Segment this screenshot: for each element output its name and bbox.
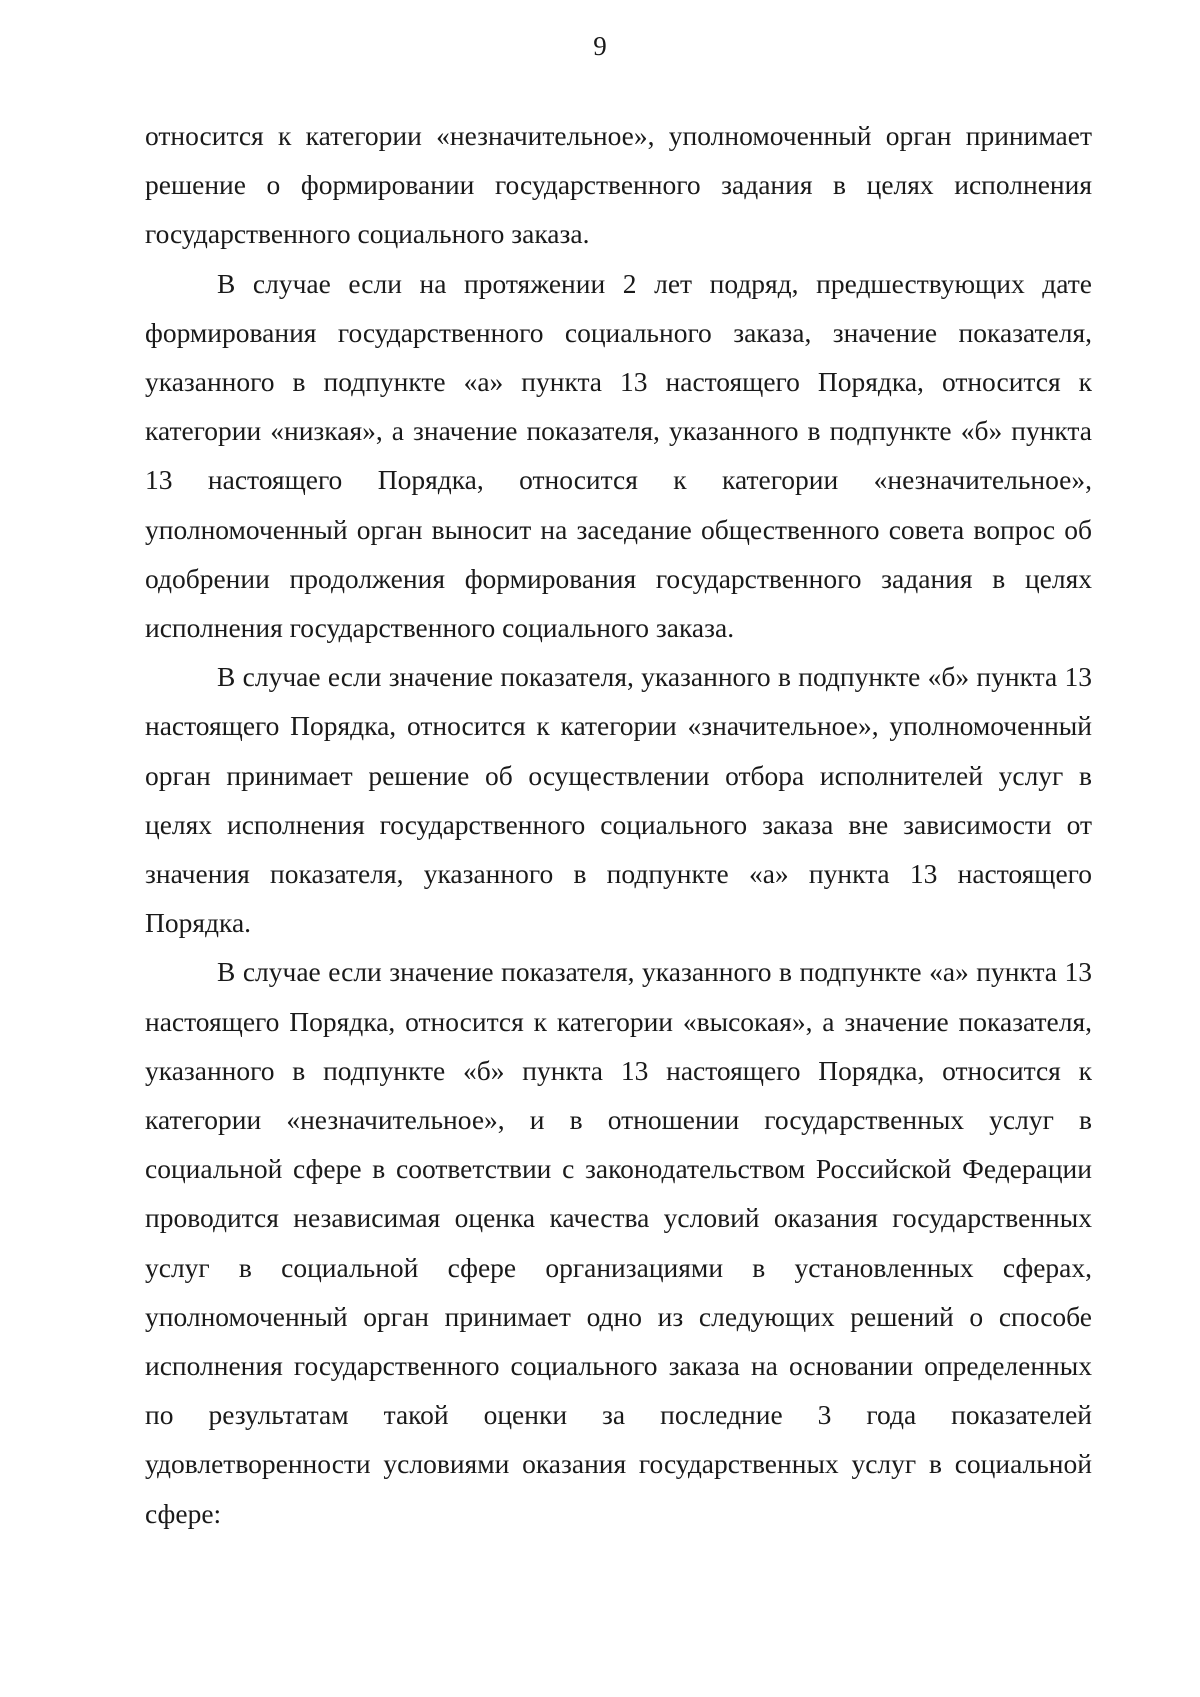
paragraph: В случае если на протяжении 2 лет подряд, предшествующих дате формирования государственного социального заказа, значение показателя, указанного в подпункте «а» пункта 13 настоящего Порядка, относится к категории «низкая», а значение показателя, указанного в подпункте «б» пункта 13 настоящего Порядка, относится к категории «незначительное», уполномоченный орган выносит на заседание общественного совета вопрос об одобрении продолжения формирования государственного задания в целях исполнения государственного социального заказа.: [145, 267, 1092, 644]
paragraph: В случае если значение показателя, указанного в подпункте «б» пункта 13 настоящего Порядка, относится к категории «значительное», уполномоченный орган принимает решение об осуществлении отбора исполнителей услуг в целях исполнения государственного социального заказа вне зависимости от значения показателя, указанного в подпункте «а» пункта 13 настоящего Порядка.: [145, 661, 1092, 939]
document-body: [145, 111, 1092, 1538]
paragraph: В случае если значение показателя, указанного в подпункте «а» пункта 13 настоящего Порядка, относится к категории «высокая», а значение показателя, указанного в подпункте «б» пункта 13 настоящего Порядка, относится к категории «незначительное», и в отношении государственных услуг в социальной сфере в соответствии с законодательством Российской Федерации проводится независимая оценка качества условий оказания государственных услуг в социальной сфере организациями в установленных сферах, уполномоченный орган принимает одно из следующих решений о способе исполнения государственного социального заказа на основании определенных по результатам такой оценки за последние 3 года показателей удовлетворенности условиями оказания государственных услуг в социальной сфере:: [145, 956, 1092, 1529]
paragraph-continuation: относится к категории «незначительное», уполномоченный орган принимает решение о формировании государственного задания в целях исполнения государственного социального заказа.: [145, 120, 1092, 250]
page-number: 9: [593, 31, 607, 61]
